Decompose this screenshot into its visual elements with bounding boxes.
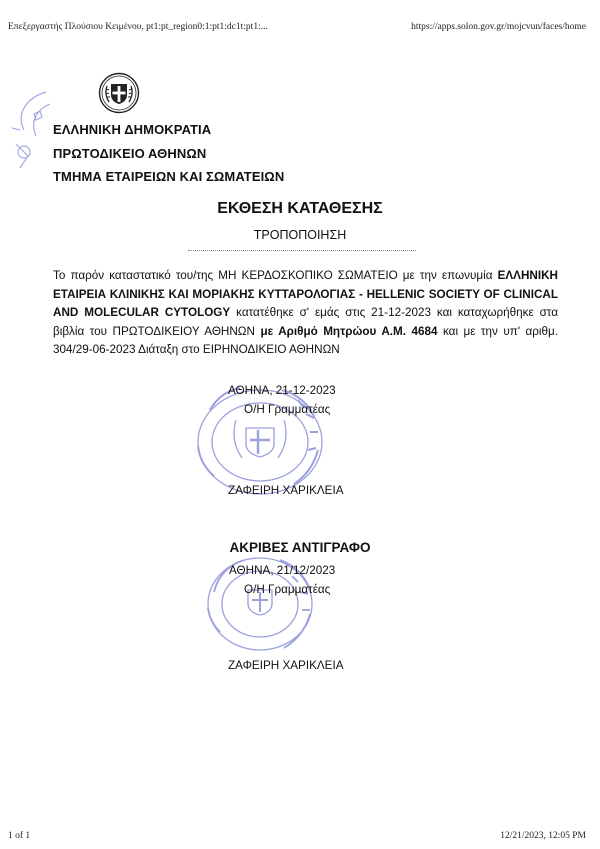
institution-line-department: ΤΜΗΜΑ ΕΤΑΙΡΕΙΩΝ ΚΑΙ ΣΩΜΑΤΕΙΩΝ [53, 169, 285, 184]
official-round-stamp [190, 380, 330, 498]
sign1-name: ΖΑΦΕΙΡΗ ΧΑΡΙΚΛΕΙΑ [228, 484, 344, 497]
copy-role: Ο/Η Γραμματέας [244, 583, 331, 596]
body-intro-text: Το παρόν καταστατικό του/της ΜΗ ΚΕΡΔΟΣΚΟΠΙΚΟ ΣΩΜΑΤΕΙΟ με την επωνυμία [53, 269, 498, 282]
document-title: ΕΚΘΕΣΗ ΚΑΤΑΘΕΣΗΣ [217, 200, 383, 217]
print-header-url: https://apps.solon.gov.gr/mojcvun/faces/home [411, 22, 586, 32]
filing-statement-paragraph [53, 267, 558, 360]
institution-line-republic: ΕΛΛΗΝΙΚΗ ΔΗΜΟΚΡΑΤΙΑ [53, 122, 212, 137]
body-filing-text: κατατέθηκε σ' εμάς στις 21-12-2023 και καταχωρήθηκε στα βιβλία του ΠΡΩΤΟΔΙΚΕΙΟΥ ΑΘΗΝΩΝ [53, 306, 559, 338]
certified-copy-label: ΑΚΡΙΒΕΣ ΑΝΤΙΓΡΑΦΟ [229, 540, 371, 555]
greek-coat-of-arms-icon [98, 72, 140, 114]
print-header-title: Επεξεργαστής Πλούσιου Κειμένου, pt1:pt_region0:1:pt1:dc1t:pt1:... [8, 22, 268, 32]
institution-line-court: ΠΡΩΤΟΔΙΚΕΙΟ ΑΘΗΝΩΝ [53, 146, 207, 161]
title-divider [188, 250, 416, 251]
sign1-place-date: ΑΘΗΝΑ, 21-12-2023 [228, 384, 336, 397]
body-decision-text: και με την υπ' αριθμ. 304/29-06-2023 Διάταξη στο ΕΙΡΗΝΟΔΙΚΕΙΟ ΑΘΗΝΩΝ [53, 324, 558, 356]
sign1-role: Ο/Η Γραμματέας [244, 403, 331, 416]
copy-place-date: ΑΘΗΝΑ, 21/12/2023 [229, 564, 336, 577]
registry-number: με Αριθμό Μητρώου Α.Μ. 4684 [260, 324, 438, 338]
print-footer-page: 1 of 1 [8, 831, 31, 841]
print-footer-timestamp: 12/21/2023, 12:05 PM [500, 831, 586, 841]
copy-name: ΖΑΦΕΙΡΗ ΧΑΡΙΚΛΕΙΑ [228, 659, 344, 672]
organization-name: ΕΛΛΗΝΙΚΗ ΕΤΑΙΡΕΙΑ ΚΛΙΝΙΚΗΣ ΚΑΙ ΜΟΡΙΑΚΗΣ ΚΥΤΤΑΡΟΛΟΓΙΑΣ - HELLENIC SOCIETY OF CLINICAL AND MOLECULAR CYTOLOGY [53, 269, 558, 319]
document-subtitle: ΤΡΟΠΟΠΟΙΗΣΗ [253, 228, 347, 242]
